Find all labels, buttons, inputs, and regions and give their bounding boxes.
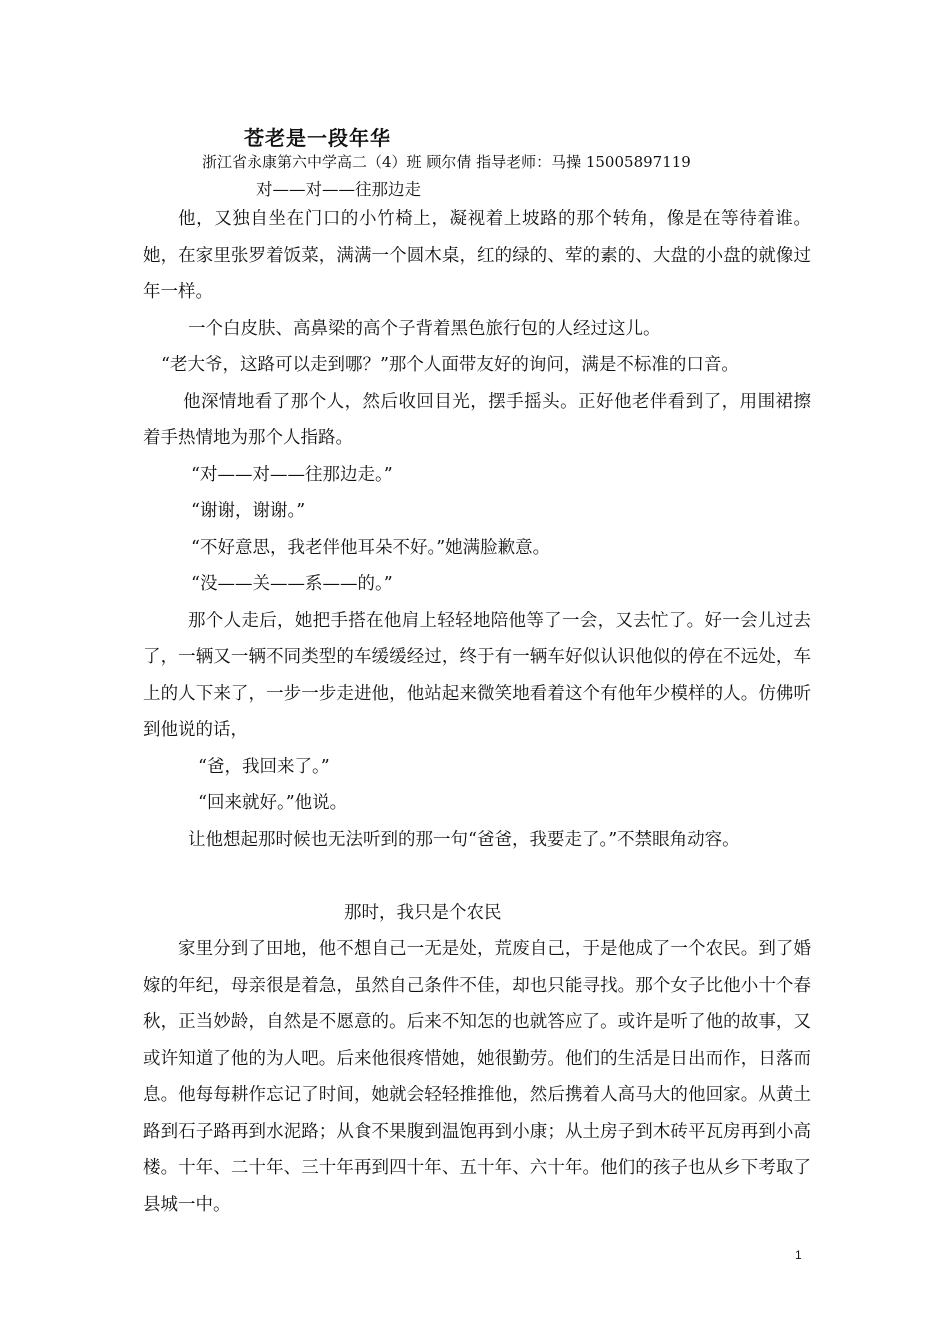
- paragraph: “老大爷，这路可以走到哪？”那个人面带友好的询问，满是不标准的口音。: [161, 355, 739, 375]
- paragraph: 那个人走后，她把手搭在他肩上轻轻地陪他等了一会，又去忙了。好一会儿过去了，一辆又一辆不同类型的车缓缓经过，终于有一辆车好似认识他似的停在不远处，车上的人下来了，一步一步走进他，他站起来微笑地看着这个有他年少模样的人。仿佛听到他说的话，: [143, 610, 811, 740]
- paragraph: 他，又独自坐在门口的小竹椅上，凝视着上坡路的那个转角，像是在等待着谁。她，在家里张罗着饭菜，满满一个圆木桌，红的绿的、荤的素的、大盘的小盘的就像过年一样。: [143, 209, 811, 302]
- blank-line: [143, 858, 811, 895]
- essay-body: [143, 201, 811, 1223]
- paragraph: 一个白皮肤、高鼻梁的高个子背着黑色旅行包的人经过这儿。: [188, 318, 661, 339]
- paragraph: “爸，我回来了。”: [198, 756, 330, 777]
- paragraph: “回来就好。”他说。: [198, 793, 348, 813]
- paragraph: 家里分到了田地，他不想自己一无是处，荒废自己，于是他成了一个农民。到了婚嫁的年纪，母亲很是着急，虽然自己条件不佳，却也只能寻找。那个女子比他小十个春秋，正当妙龄，自然是不愿意的。后来不知怎的也就答应了。或许是听了他的故事，又或许知道了他的为人吧。后来他很疼惜她，她很勤劳。他们的生活是日出而作，日落而息。他每每耕作忘记了时间，她就会轻轻推推他，然后携着人高马大的他回家。从黄土路到石子路再到水泥路；从食不果腹到温饱再到小康；从土房子到木砖平瓦房再到小高楼。十年、二十年、三十年再到四十年、五十年、六十年。他们的孩子也从乡下考取了县城一中。: [143, 939, 811, 1215]
- paragraph: “没——关——系——的。”: [191, 574, 393, 594]
- paragraph: 他深情地看了那个人，然后收回目光，摆手摇头。正好他老伴看到了，用围裙擦着手热情地为那个人指路。: [143, 391, 811, 448]
- paragraph: “对——对——往那边走。”: [191, 464, 393, 485]
- section-heading: 那时，我只是个农民: [344, 902, 502, 923]
- paragraph: “不好意思，我老伴他耳朵不好。”她满脸歉意。: [191, 537, 551, 558]
- paragraph: 让他想起那时候也无法听到的那一句“爸爸，我要走了。”不禁眼角动容。: [188, 829, 740, 850]
- essay-title: 苍老是一段年华: [244, 126, 391, 150]
- page-number: 1: [795, 1248, 802, 1262]
- author-byline: 浙江省永康第六中学高二（4）班 顾尔倩 指导老师：马操 15005897119: [202, 153, 691, 171]
- section-subheading: 对——对——往那边走: [256, 180, 421, 199]
- paragraph: “谢谢，谢谢。”: [191, 501, 306, 521]
